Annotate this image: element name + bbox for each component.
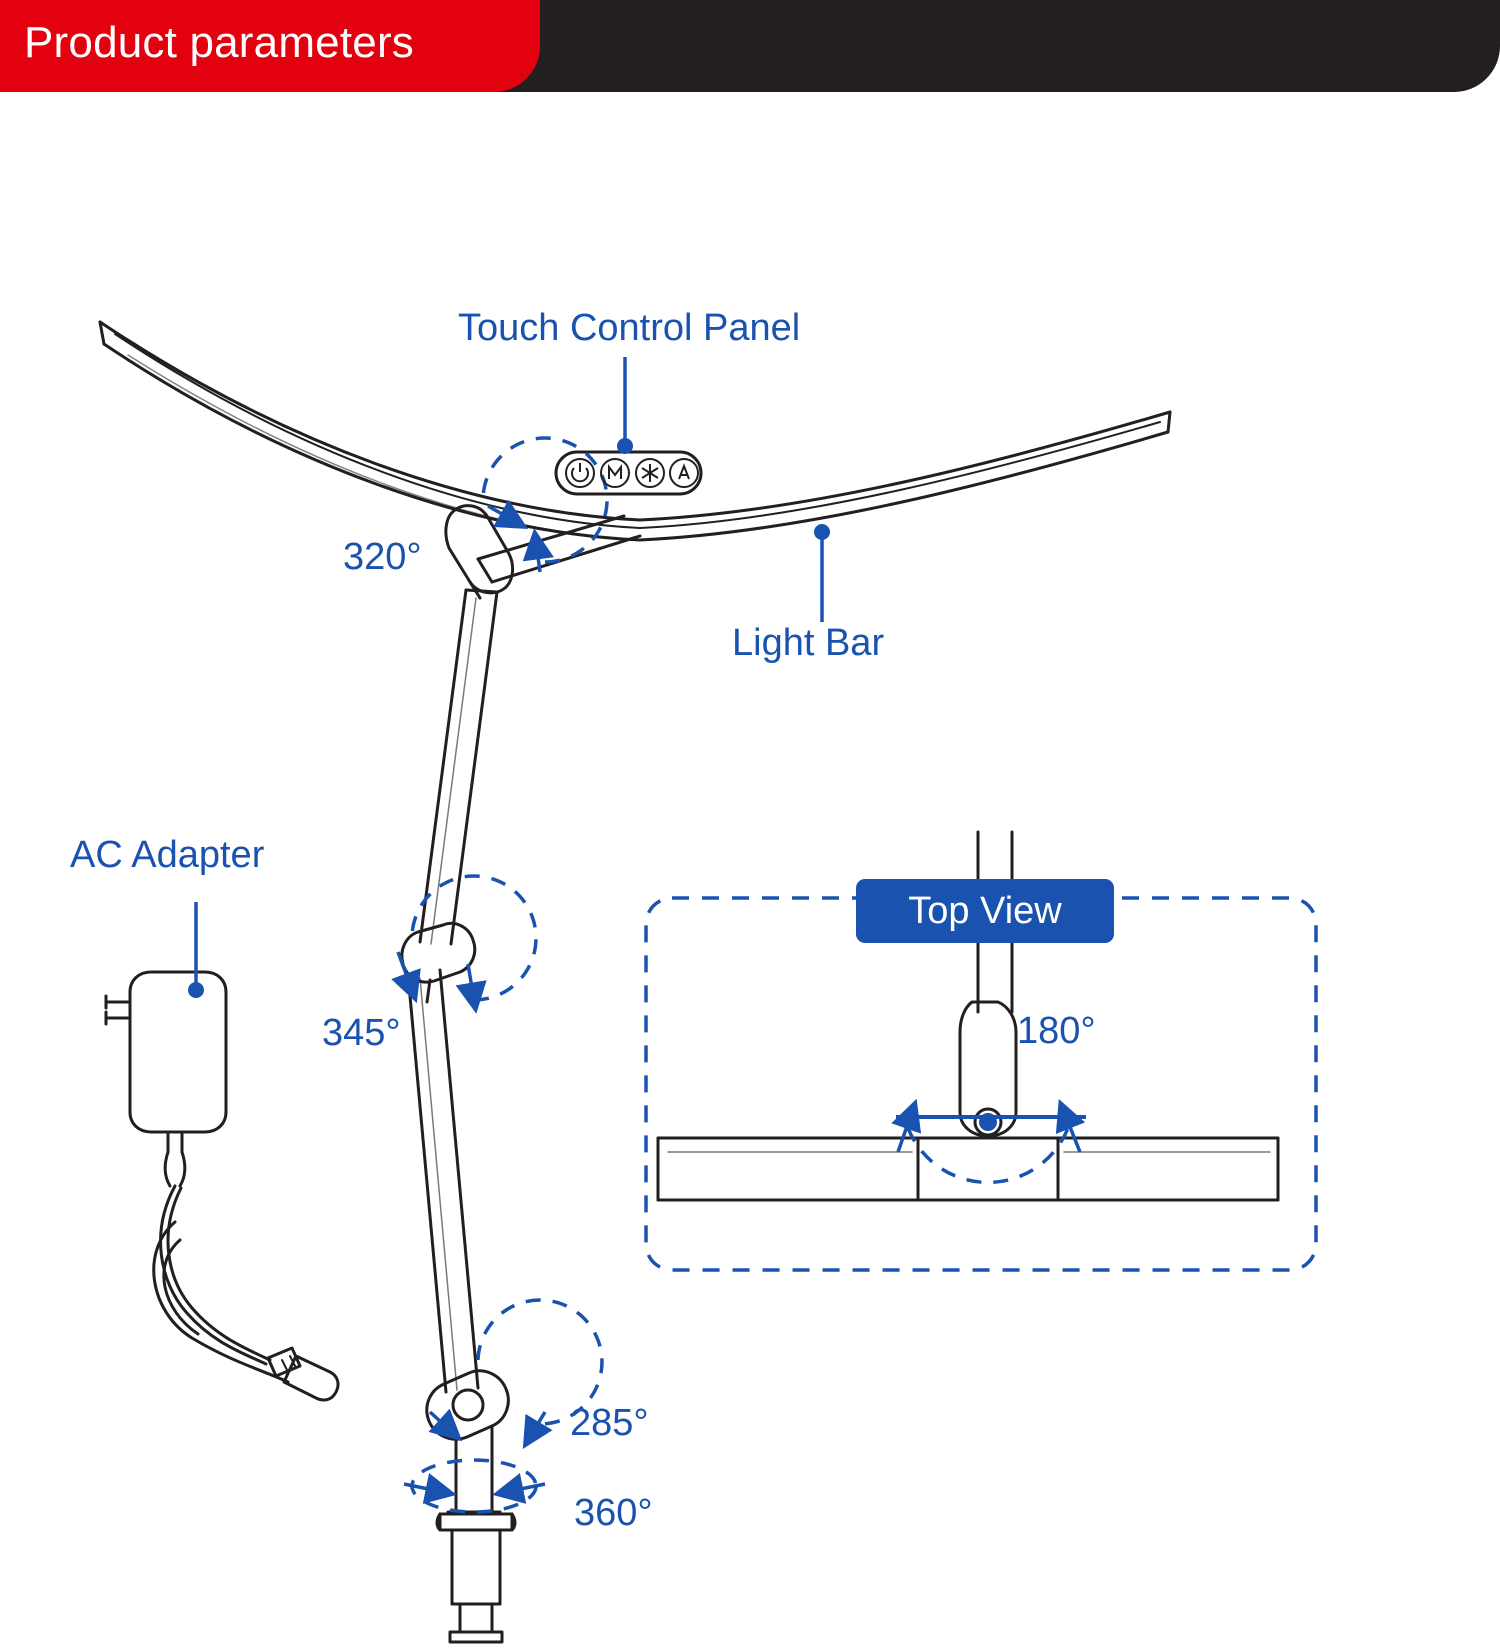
angle-arrows-360 [404, 1484, 545, 1492]
desk-clamp [437, 1514, 515, 1642]
product-parameters-diagram [0, 112, 1500, 1650]
label-angle-head-joint: 320° [343, 536, 422, 578]
mid-joint [402, 923, 475, 1002]
angle-arrows-285 [430, 1412, 545, 1437]
angle-arrows-320 [488, 506, 540, 572]
mode-button [601, 459, 629, 487]
label-touch-control-panel: Touch Control Panel [458, 307, 801, 349]
page-title: Product parameters [24, 18, 414, 67]
top-view-badge [856, 879, 1114, 943]
ac-adapter-shape [106, 972, 338, 1400]
top-view-pivot-dot [979, 1113, 997, 1131]
base-post [448, 1426, 500, 1512]
auto-button [670, 459, 698, 487]
middle-arm [420, 590, 497, 944]
leader-ac-adapter [188, 902, 204, 998]
label-ac-adapter: AC Adapter [70, 834, 265, 876]
leader-light-bar [814, 524, 830, 622]
angle-arc-360 [412, 1460, 536, 1512]
top-view-frame [646, 898, 1316, 1270]
label-angle-base-joint: 285° [570, 1402, 649, 1444]
label-light-bar: Light Bar [732, 622, 885, 664]
top-view-badge-label: Top View [908, 889, 1062, 932]
label-angle-base-rotation: 360° [574, 1492, 653, 1534]
header-banner [0, 0, 1500, 112]
label-angle-mid-joint: 345° [322, 1012, 401, 1054]
lower-arm [408, 970, 478, 1392]
label-angle-top-view-rotation: 180° [1017, 1010, 1096, 1052]
base-joint [427, 1371, 508, 1439]
leader-touch-control-panel [617, 357, 633, 454]
light-bar-shape [100, 322, 1170, 540]
control-panel-buttons [566, 459, 698, 487]
